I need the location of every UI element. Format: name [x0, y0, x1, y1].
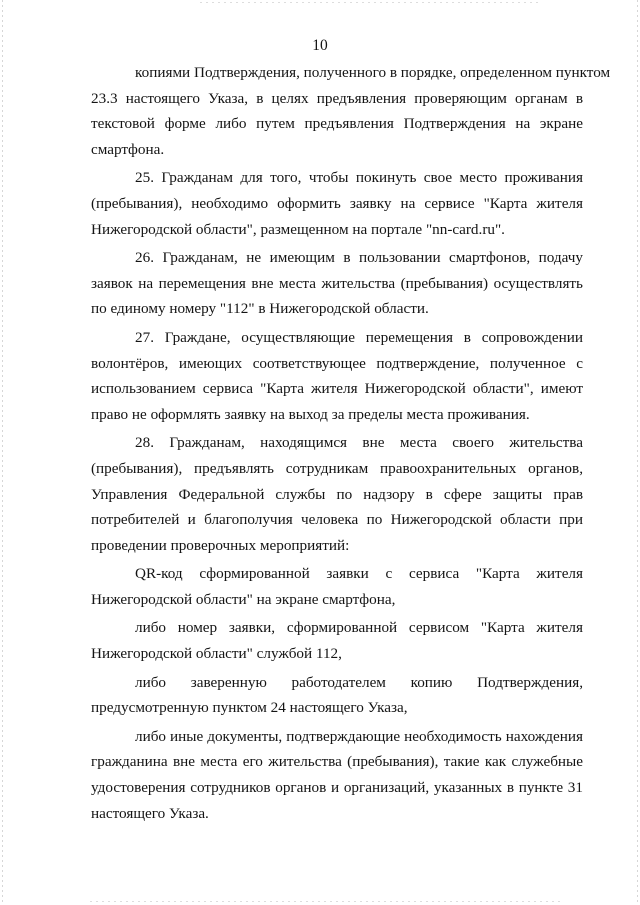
- paragraph: [91, 615, 583, 666]
- text-line: (пребывания), предъявлять сотрудникам правоохранительных органов,: [91, 459, 583, 477]
- page-number: 10: [312, 37, 328, 54]
- text-line: Нижегородской области" на экране смартфона,: [91, 590, 396, 608]
- text-line: QR-код сформированной заявки с сервиса "Карта жителя: [135, 565, 583, 583]
- text-line: настоящего Указа.: [91, 804, 209, 822]
- text-line: (пребывания), необходимо оформить заявку на сервисе "Карта жителя: [91, 194, 583, 212]
- paragraph: [91, 561, 583, 612]
- text-line: Нижегородской области" службой 112,: [91, 645, 342, 663]
- paragraph: [91, 165, 583, 242]
- document-body: [91, 60, 611, 826]
- text-line: гражданина вне места его жительства (пребывания), такие как служебные: [91, 753, 583, 771]
- text-line: 28. Гражданам, находящимся вне места своего жительства: [135, 434, 583, 452]
- text-line: по единому номеру "112" в Нижегородской области.: [91, 300, 429, 318]
- paragraph: [91, 430, 583, 558]
- paragraph: [91, 325, 583, 427]
- paragraph: [91, 670, 583, 721]
- text-line: либо иные документы, подтверждающие необходимость нахождения: [135, 727, 583, 745]
- text-line: 26. Гражданам, не имеющим в пользовании смартфонов, подачу: [135, 249, 583, 267]
- scan-edge-right: [637, 0, 638, 905]
- scan-edge-left: [2, 0, 3, 905]
- text-line: волонтёров, имеющих соответствующее подтверждение, полученное с: [91, 354, 583, 372]
- text-line: копиями Подтверждения, полученного в порядке, определенном пунктом: [135, 64, 611, 81]
- paragraph: [91, 60, 611, 162]
- paragraph: [91, 724, 583, 826]
- text-line: либо номер заявки, сформированной сервисом "Карта жителя: [135, 619, 583, 637]
- paragraph: [91, 245, 583, 322]
- text-line: заявок на перемещения вне места жительства (пребывания) осуществлять: [91, 274, 583, 292]
- text-line: 23.3 настоящего Указа, в целях предъявления проверяющим органам в: [91, 89, 583, 107]
- text-line: использованием сервиса "Карта жителя Нижегородской области", имеют: [91, 380, 583, 398]
- text-line: текстовой форме либо путем предъявления Подтверждения на экране: [91, 115, 583, 133]
- text-line: Нижегородской области", размещенном на портале "nn-card.ru".: [91, 220, 505, 238]
- text-line: потребителей и благополучия человека по Нижегородской области при: [91, 511, 583, 529]
- scan-edge-top: [200, 2, 540, 3]
- scan-edge-bottom: [90, 901, 560, 902]
- text-line: Управления Федеральной службы по надзору в сфере защиты прав: [91, 485, 583, 503]
- text-line: предусмотренную пунктом 24 настоящего Указа,: [91, 699, 408, 717]
- text-line: 25. Гражданам для того, чтобы покинуть свое место проживания: [135, 169, 583, 187]
- text-line: проведении проверочных мероприятий:: [91, 536, 350, 554]
- text-line: право не оформлять заявку на выход за пределы места проживания.: [91, 405, 530, 423]
- text-line: 27. Граждане, осуществляющие перемещения в сопровождении: [135, 328, 583, 346]
- text-line: либо заверенную работодателем копию Подтверждения,: [135, 673, 583, 691]
- text-line: смартфона.: [91, 140, 165, 158]
- text-line: удостоверения сотрудников органов и организаций, указанных в пункте 31: [91, 779, 583, 797]
